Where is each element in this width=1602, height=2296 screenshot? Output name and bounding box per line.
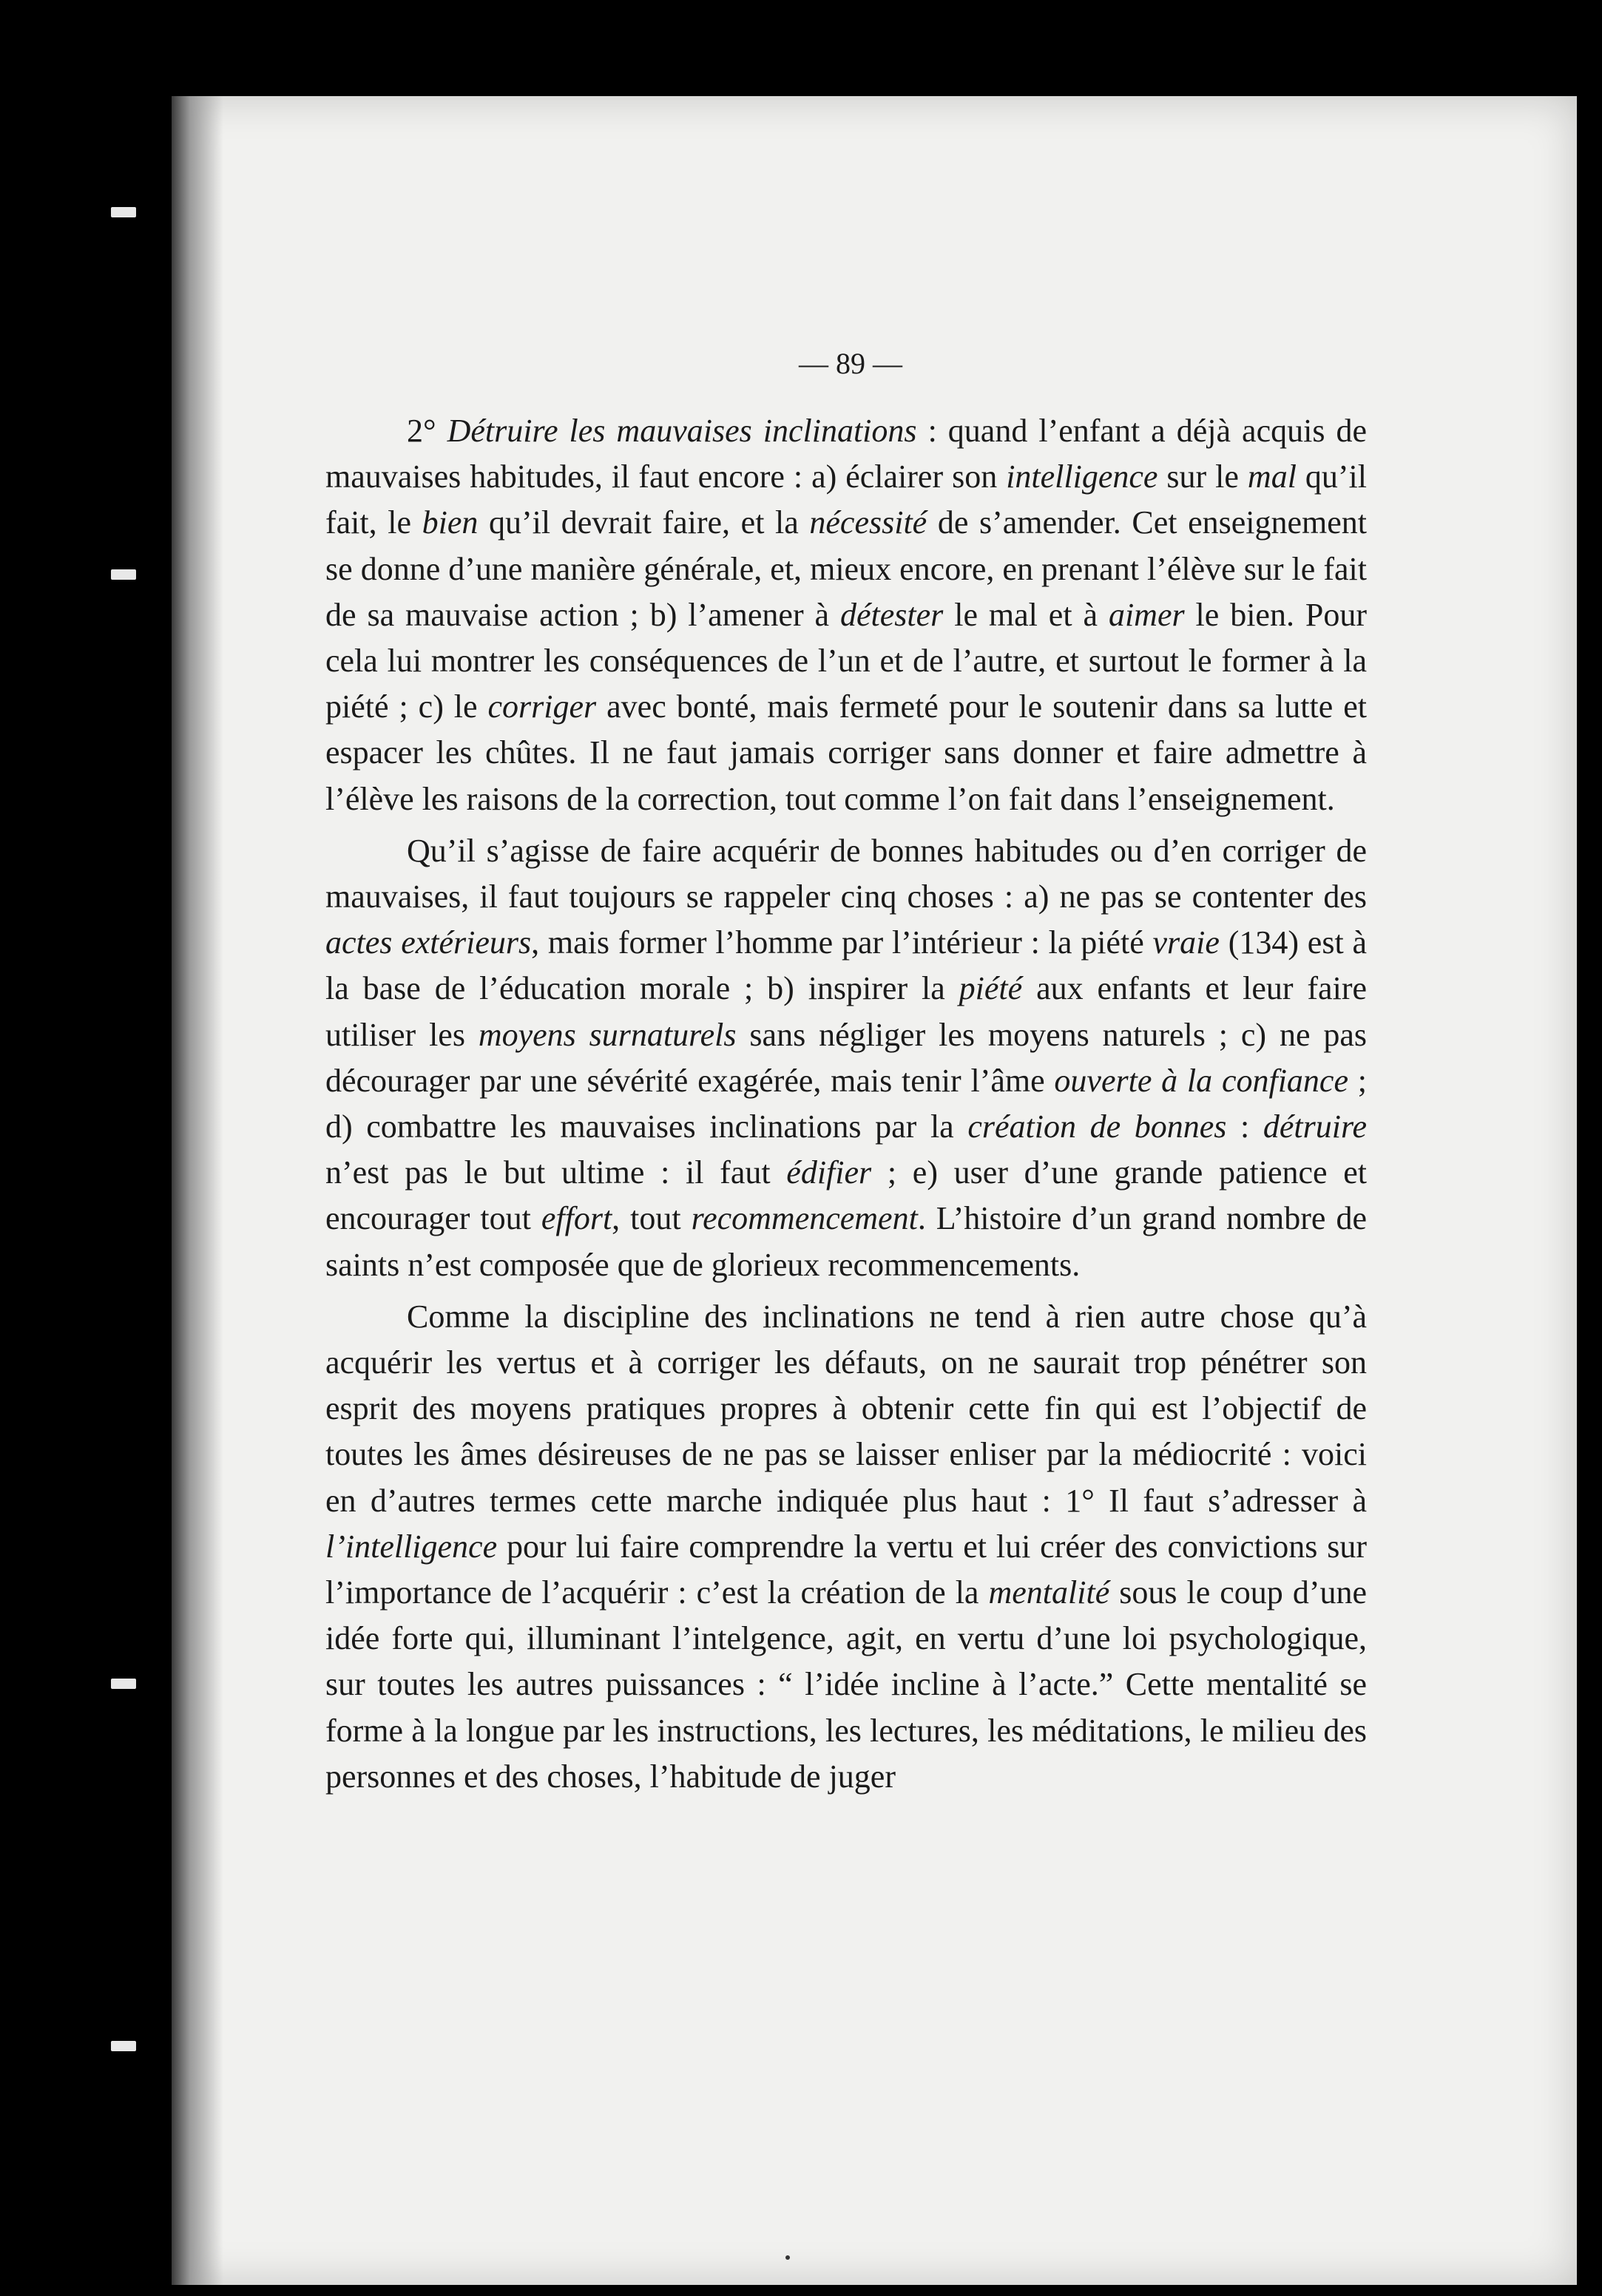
binding-mark — [111, 1679, 136, 1689]
text-run: , tout — [612, 1200, 692, 1237]
text-run: le mal et à — [943, 596, 1109, 633]
italic-text: mal — [1247, 458, 1297, 495]
italic-text: détruire — [1263, 1108, 1368, 1145]
italic-text: moyens surnaturels — [478, 1016, 737, 1053]
italic-text: édifier — [786, 1154, 872, 1191]
page-gutter-shadow — [172, 96, 223, 2285]
italic-text: intelligence — [1006, 458, 1158, 495]
text-run: : quand l’enfant a déjà acquis de mauvaises habitudes, il faut encore : a) éclairer son — [325, 413, 1367, 495]
italic-text: bien — [422, 504, 479, 541]
text-run: avec bonté, mais fermeté pour le soutenir dans sa lutte et espacer les chûtes. Il ne faut jamais corriger sans donner et faire admettre à l’élève les raisons de la correction, tout comme l’on fait dans l’enseignement. — [325, 688, 1367, 817]
text-run: 2° — [407, 413, 447, 449]
italic-text: vraie — [1152, 924, 1220, 961]
text-run: ; d) combattre les mauvaises inclinations par la — [325, 1062, 1367, 1145]
italic-text: piété — [959, 970, 1023, 1007]
text-run: Comme la discipline des inclinations ne tend à rien autre chose qu’à acquérir les vertus et à corriger les défauts, on ne saurait trop pénétrer son esprit des moyens pratiques propres à obtenir cette fin qui est l’objectif de toutes les âmes désireuses de ne pas se laisser enliser par la médiocrité : voici en d’autres termes cette marche indiquée plus haut : 1° Il faut s’adresser à — [325, 1298, 1367, 1519]
text-run: n’est pas le but ultime : il faut — [325, 1154, 787, 1191]
text-run: . L’histoire d’un grand nombre de saints n’est composée que de glorieux recommencements. — [325, 1200, 1367, 1283]
text-run: (134) est à la base de l’éducation morale ; b) inspirer la — [325, 924, 1368, 1007]
text-run: sur le — [1157, 458, 1248, 495]
italic-text: détester — [840, 596, 944, 633]
italic-text: l’intelligence — [325, 1528, 498, 1565]
paragraph — [325, 828, 1367, 1288]
text-run: sans négliger les moyens naturels ; c) ne pas décourager par une sévérité exagérée, mais tenir l’âme — [325, 1016, 1368, 1099]
text-run: ; e) user d’une grande patience et encourager tout — [325, 1154, 1367, 1237]
body-text — [325, 408, 1367, 1800]
text-run: : — [1226, 1108, 1263, 1145]
italic-text: nécessité — [809, 504, 927, 541]
italic-text: recommencement — [691, 1200, 918, 1237]
text-run: pour lui faire comprendre la vertu et lui créer des convictions sur l’importance de l’acquérir : c’est la création de la — [325, 1528, 1367, 1611]
paragraph — [325, 408, 1367, 822]
text-run: le bien. Pour cela lui montrer les conséquences de l’un et de l’autre, et surtout le former à la piété ; c) le — [325, 596, 1367, 725]
binding-mark — [111, 207, 136, 217]
italic-text: effort — [541, 1200, 612, 1237]
italic-text: mentalité — [988, 1574, 1110, 1611]
text-run: aux enfants et leur faire utiliser les — [325, 970, 1367, 1053]
text-run: de s’amender. Cet enseignement se donne d’une manière générale, et, mieux encore, en prenant l’élève sur le fait de sa mauvaise action ; b) l’amener à — [325, 504, 1367, 633]
text-run: qu’il fait, le — [325, 458, 1367, 541]
dust-speck — [785, 2255, 790, 2260]
italic-text: actes extérieurs — [325, 924, 532, 961]
italic-text: Détruire les mauvaises inclinations — [447, 413, 917, 449]
italic-text: aimer — [1108, 596, 1185, 633]
italic-text: création de bonnes — [967, 1108, 1227, 1145]
paragraph — [325, 1294, 1367, 1800]
text-run: sous le coup d’une idée forte qui, illuminant l’intelgence, agit, en vertu d’une loi psychologique, sur toutes les autres puissances : “ l’idée incline à l’acte.” Cette mentalité se forme à la longue par les instructions, les lectures, les méditations, le milieu des personnes et des choses, l’habitude de juger — [325, 1574, 1367, 1795]
binding-mark — [111, 569, 136, 580]
binding-mark — [111, 2041, 136, 2051]
text-run: qu’il devrait faire, et la — [478, 504, 810, 541]
italic-text: corriger — [487, 688, 597, 725]
text-run: , mais former l’homme par l’intérieur : la piété — [531, 924, 1153, 961]
text-run: Qu’il s’agisse de faire acquérir de bonnes habitudes ou d’en corriger de mauvaises, il faut toujours se rappeler cinq choses : a) ne pas se contenter des — [325, 832, 1367, 915]
italic-text: ouverte à la confiance — [1054, 1062, 1348, 1099]
page-number: — 89 — — [799, 347, 902, 380]
